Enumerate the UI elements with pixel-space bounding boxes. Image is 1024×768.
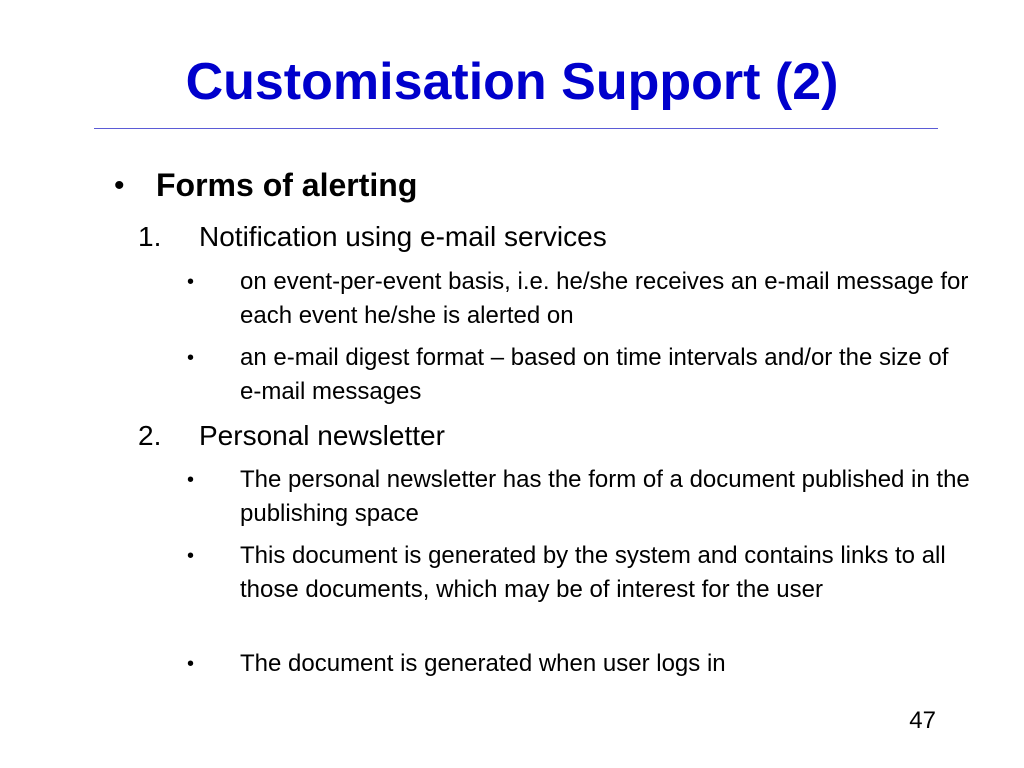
bullet-icon: •: [187, 653, 195, 675]
item-number: 2.: [138, 420, 162, 451]
sub-bullet-text: an e-mail digest format – based on time intervals and/or the size of e-mail messages: [240, 344, 949, 405]
item-heading: Personal newsletter: [199, 420, 445, 451]
bullet-icon: •: [114, 169, 125, 202]
bullet-icon: •: [187, 469, 195, 491]
title-divider: [94, 128, 938, 129]
sub-bullet-text: The document is generated when user logs in: [240, 650, 726, 677]
page-number: 47: [909, 707, 936, 734]
bullet-icon: •: [187, 271, 195, 293]
slide-title: Customisation Support (2): [185, 53, 839, 111]
sub-bullet-text: This document is generated by the system and contains links to all those documents, which may be of interest for the user: [240, 542, 946, 603]
main-bullet-text: Forms of alerting: [156, 167, 418, 203]
bullet-icon: •: [187, 545, 195, 567]
sub-bullet-text: The personal newsletter has the form of a document published in the publishing space: [240, 466, 970, 527]
sub-bullet-text: on event-per-event basis, i.e. he/she receives an e-mail message for each event he/she is alerted on: [240, 268, 969, 329]
bullet-icon: •: [187, 347, 195, 369]
item-number: 1.: [138, 221, 162, 252]
item-heading: Notification using e-mail services: [199, 221, 607, 252]
